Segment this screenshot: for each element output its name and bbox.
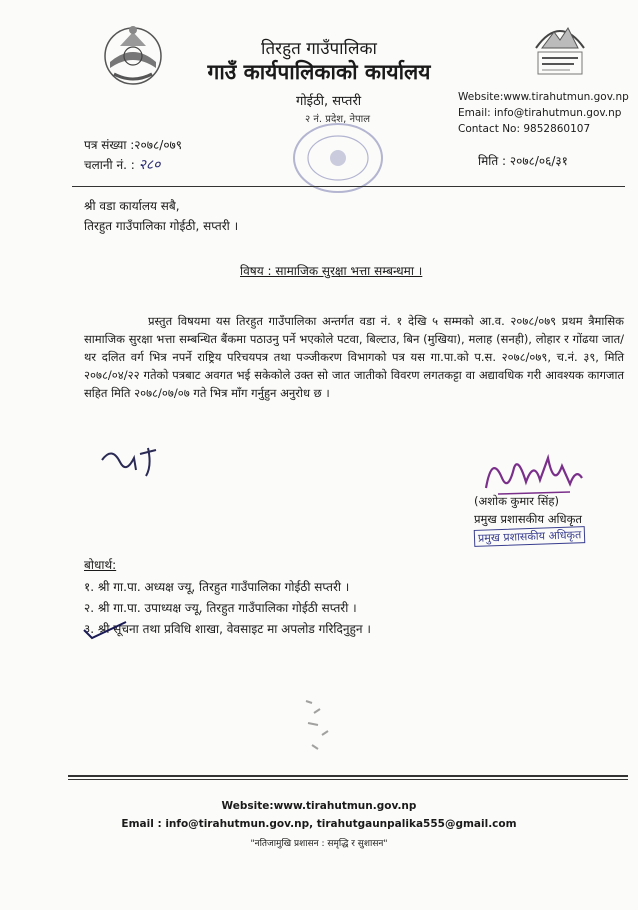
contact-phone: Contact No: 9852860107 <box>458 123 591 135</box>
location: गोईठी, सप्तरी <box>296 94 362 109</box>
checkmark-annotation <box>82 620 128 640</box>
signature <box>478 448 588 500</box>
subject-line: विषय : सामाजिक सुरक्षा भत्ता सम्बन्धमा । <box>240 264 423 278</box>
contact-website: Website:www.tirahutmun.gov.np <box>458 91 629 103</box>
cc-item: १. श्री गा.पा. अध्यक्ष ज्यू, तिरहुत गाउँपालिका गोईठी सप्तरी । <box>84 580 350 594</box>
contact-block <box>458 89 629 137</box>
province: २ नं. प्रदेश, नेपाल <box>305 114 371 125</box>
dispatch-label: चलानी नं. : <box>84 158 135 172</box>
addressee-line-2: तिरहुत गाउँपालिका गोईठी, सप्तरी । <box>84 219 239 233</box>
letter-reference-number: पत्र संख्या :२०७८/०७९ <box>84 138 183 152</box>
cc-heading: बोधार्थ: <box>84 558 117 572</box>
office-name: गाउँ कार्यपालिकाको कार्यालय <box>207 60 431 84</box>
scan-marks <box>300 695 340 755</box>
footer-divider-thin <box>68 779 628 780</box>
header-divider <box>72 186 625 187</box>
signatory-name: (अशोक कुमार सिंह) <box>474 494 559 508</box>
initials-scribble <box>96 440 176 480</box>
footer-divider <box>68 775 628 777</box>
cc-item: ३. श्री सूचना तथा प्रविधि शाखा, वेवसाइट मा अपलोड गरिदिनुहुन । <box>84 622 371 636</box>
signatory-title: प्रमुख प्रशासकीय अधिकृत <box>474 512 582 526</box>
cc-item: २. श्री गा.पा. उपाध्यक्ष ज्यू, तिरहुत गाउँपालिका गोईठी सप्तरी । <box>84 601 357 615</box>
dispatch-number-row <box>84 155 160 174</box>
letter-body: प्रस्तुत विषयमा यस तिरहुत गाउँपालिका अन्तर्गत वडा नं. १ देखि ५ सम्मको आ.व. २०७८/०७९ प्रथम त्रैमासिक सामाजिक सुरक्षा भत्ता सम्बन्धित बैंकमा पठाउनु पर्ने भएकोले पटवा, बिल्टाउ, बिन (मुखिया), मलाह (सनही), लोहार र गोंढया जात/थर दलित वर्ग भित्र नपर्ने राष्ट्रिय परिचयपत्र तथा पञ्जीकरण विभागको पत्र यस गा.पा.को प.स. २०७८/०७९, च.नं. ३९, मिति २०७८/०४/२२ गतेको पत्रबाट अवगत भई सकेकोले उक्त सो जात जातीको विवरण लगतकट्टा वा अद्यावधिक गरी आवश्यक कागजात सहित मिति २०७८/०७/०७ गते भित्र माँग गर्नुहुन अनुरोध छ । <box>84 314 624 400</box>
municipality-name: तिरहुत गाउँपालिका <box>261 39 377 59</box>
addressee <box>84 196 238 236</box>
footer-website: Website:www.tirahutmun.gov.np <box>221 800 417 812</box>
footer-slogan: "नतिजामुखि प्रशासन : समृद्धि र सुशासन" <box>250 839 388 849</box>
contact-email: Email: info@tirahutmun.gov.np <box>458 107 622 119</box>
letter-date: मिति : २०७८/०६/३१ <box>478 154 568 168</box>
dispatch-number: २८० <box>138 157 161 173</box>
designation-stamp: प्रमुख प्रशासकीय अधिकृत <box>474 526 586 547</box>
addressee-line-1: श्री वडा कार्यालय सबै, <box>84 199 180 213</box>
footer-email: Email : info@tirahutmun.gov.np, tirahutgaunpalika555@gmail.com <box>121 818 517 830</box>
